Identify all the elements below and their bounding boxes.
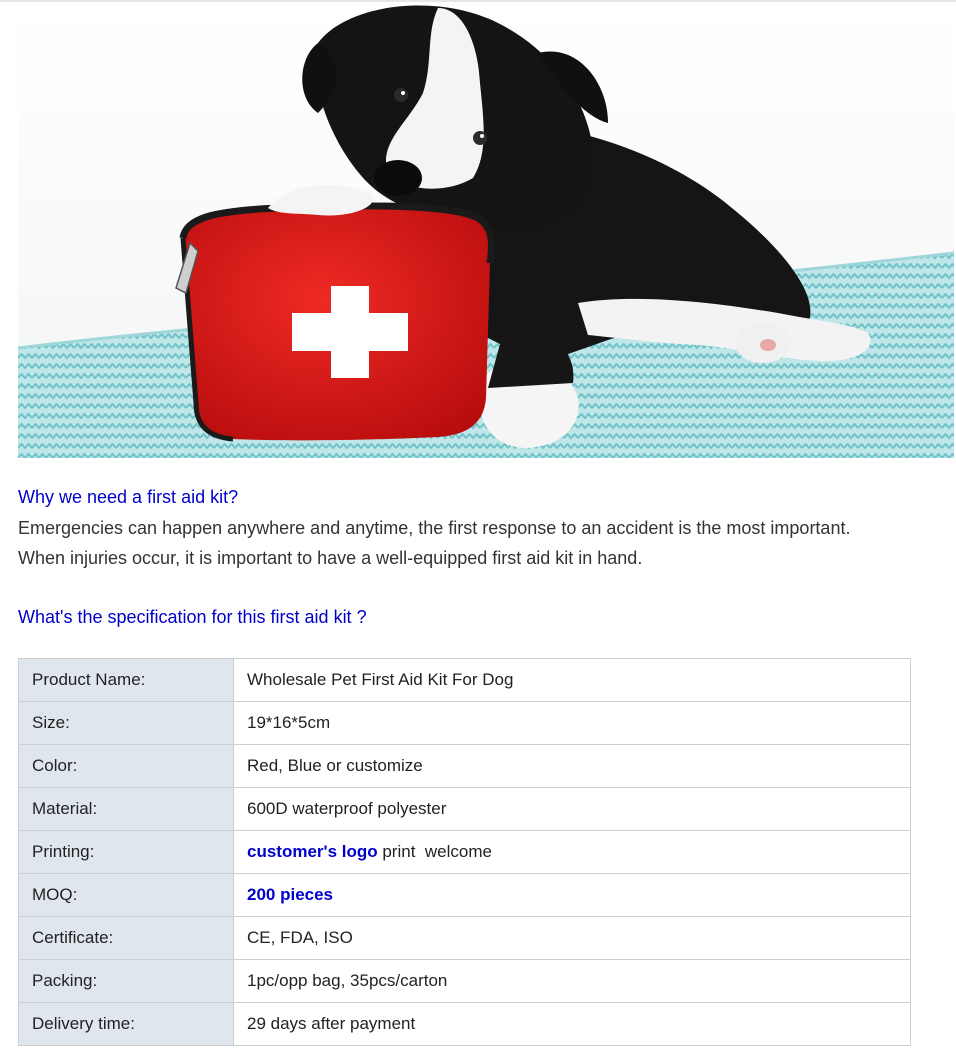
spec-value: 600D waterproof polyester [234, 788, 911, 831]
spec-label: MOQ: [19, 874, 234, 917]
spec-value [234, 831, 911, 874]
spec-label: Certificate: [19, 917, 234, 960]
table-row [19, 874, 911, 917]
table-row [19, 917, 911, 960]
spec-value: CE, FDA, ISO [234, 917, 911, 960]
spec-label: Delivery time: [19, 1003, 234, 1046]
spec-label: Printing: [19, 831, 234, 874]
table-row [19, 831, 911, 874]
top-divider [0, 0, 956, 2]
table-row [19, 960, 911, 1003]
table-row [19, 659, 911, 702]
spec-label: Product Name: [19, 659, 234, 702]
spec-table [18, 658, 911, 1046]
spec-label: Color: [19, 745, 234, 788]
spec-value: Wholesale Pet First Aid Kit For Dog [234, 659, 911, 702]
spec-value-highlight: customer's logo [247, 842, 378, 861]
spec-label: Packing: [19, 960, 234, 1003]
hero-image [18, 3, 954, 458]
spec-value: 29 days after payment [234, 1003, 911, 1046]
table-row [19, 788, 911, 831]
spec-heading: What's the specification for this first aid kit ? [18, 607, 367, 627]
spec-value-highlight: 200 pieces [247, 885, 334, 904]
spec-value: 1pc/opp bag, 35pcs/carton [234, 960, 911, 1003]
intro-line-1: Emergencies can happen anywhere and anytime, the first response to an accident is the most important. [18, 518, 851, 538]
spec-label: Material: [19, 788, 234, 831]
spec-value: Red, Blue or customize [234, 745, 911, 788]
spec-value [234, 874, 911, 917]
table-row [19, 702, 911, 745]
why-heading: Why we need a first aid kit? [18, 487, 239, 507]
spec-value: 19*16*5cm [234, 702, 911, 745]
table-row [19, 1003, 911, 1046]
table-row [19, 745, 911, 788]
intro-line-2: When injuries occur, it is important to have a well-equipped first aid kit in hand. [18, 548, 643, 568]
spec-value-rest: print welcome [377, 842, 492, 861]
spec-label: Size: [19, 702, 234, 745]
